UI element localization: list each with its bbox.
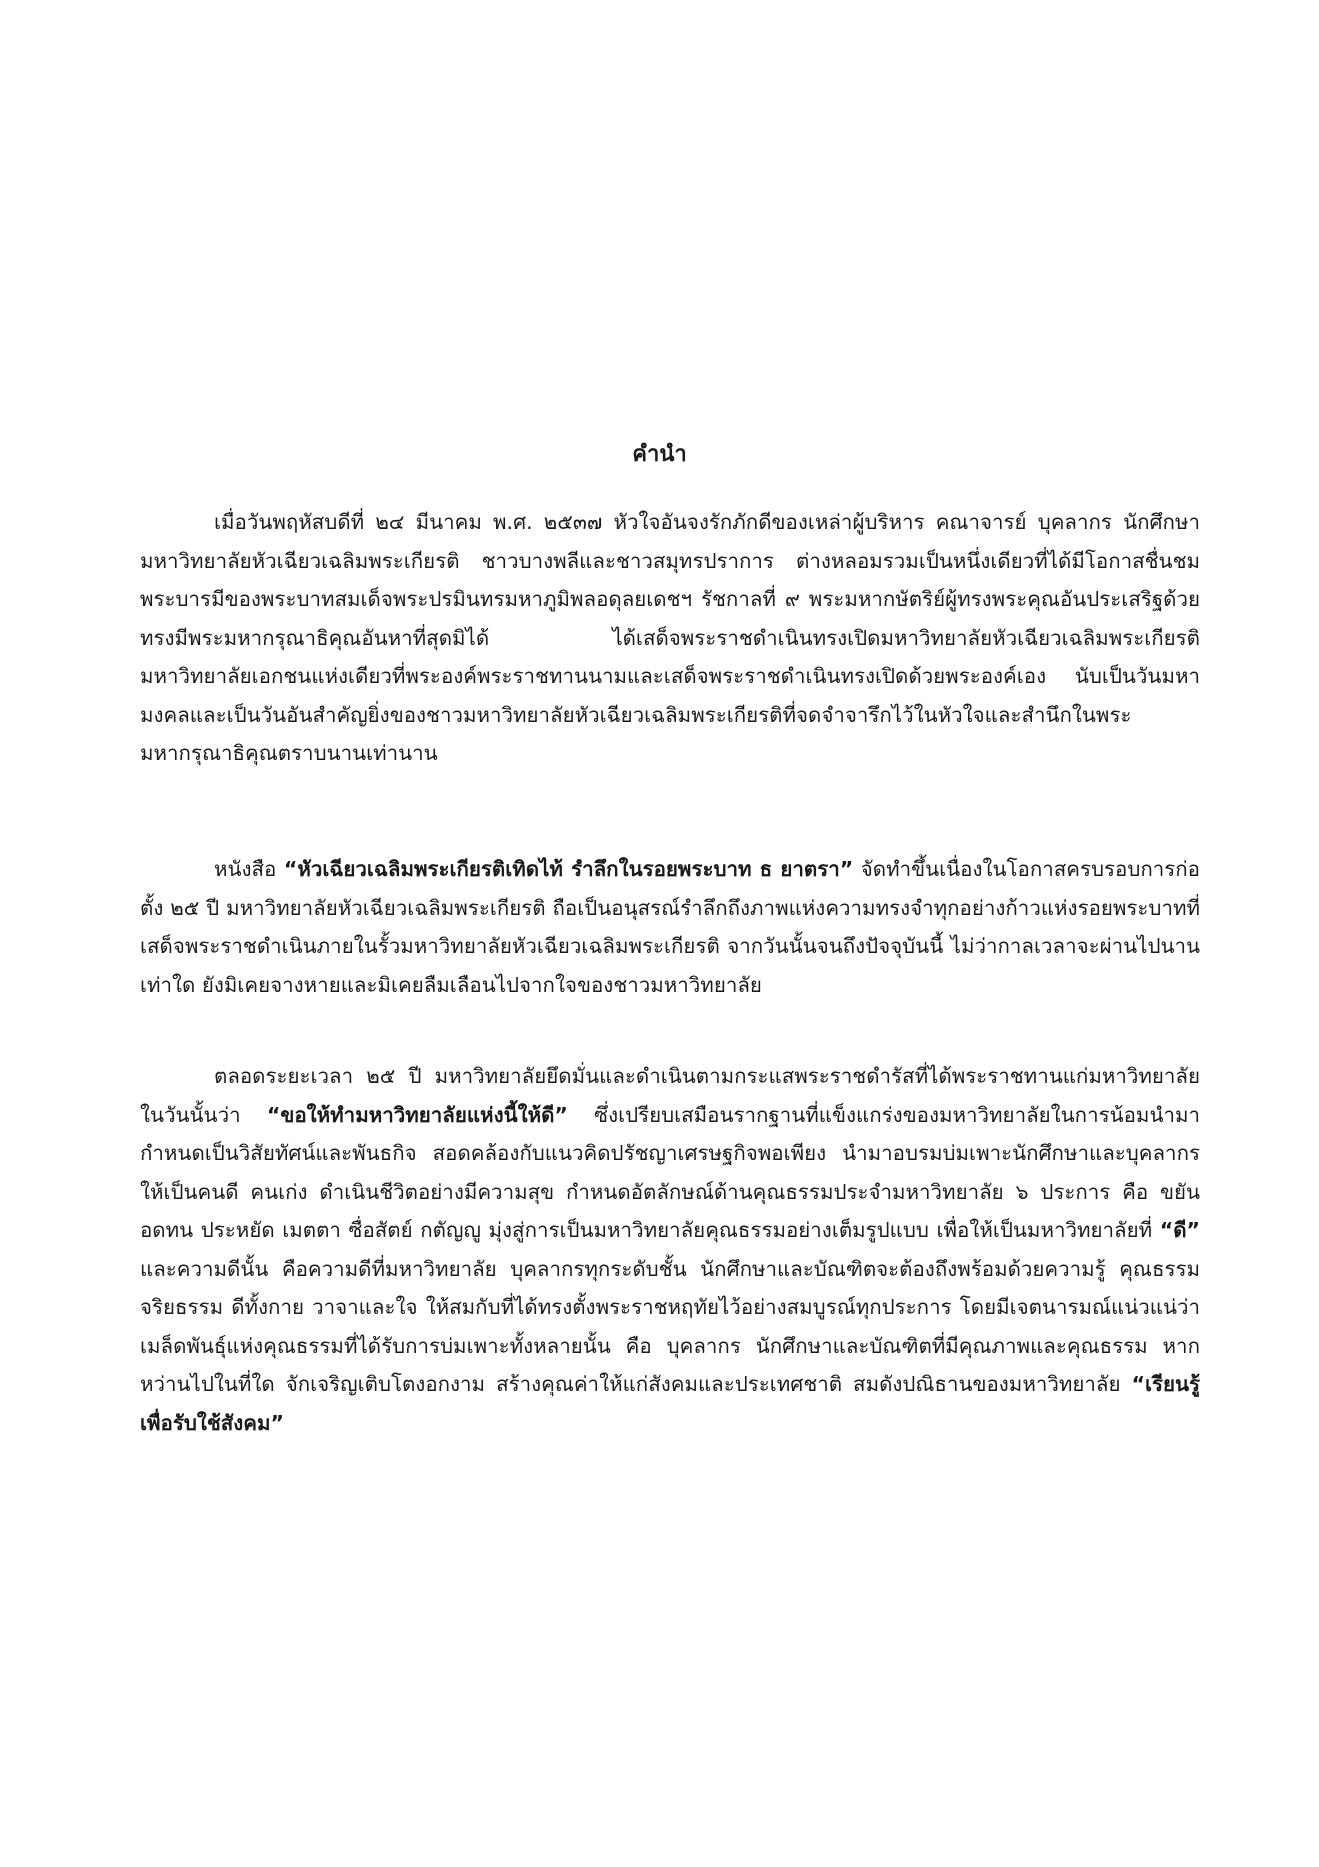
- paragraph-1: เมื่อวันพฤหัสบดีที่ ๒๔ มีนาคม พ.ศ. ๒๕๓๗ หัวใจอันจงรักภักดีของเหล่าผู้บริหาร คณาจารย์ บุคลากร นักศึกษามหาวิทยาลัยหัวเฉียวเฉลิมพระเกียรติ ชาวบางพลีและชาวสมุทรปราการ ต่างหลอมรวมเป็นหนึ่งเดียวที่ได้มีโอกาสชื่นชมพระบารมีของพระบาทสมเด็จพระปรมินทรมหาภูมิพลอดุลยเดชฯ รัชกาลที่ ๙ พระมหากษัตริย์ผู้ทรงพระคุณอันประเสริฐด้วยทรงมีพระมหากรุณาธิคุณอันหาที่สุดมิได้ ได้เสด็จพระราชดำเนินทรงเปิดมหาวิทยาลัยหัวเฉียวเฉลิมพระเกียรติ มหาวิทยาลัยเอกชนแห่งเดียวที่พระองค์พระราชทานนามและเสด็จพระราชดำเนินทรงเปิดด้วยพระองค์เอง นับเป็นวันมหามงคลและเป็นวันอันสำคัญยิ่งของชาวมหาวิทยาลัยหัวเฉียวเฉลิมพระเกียรติที่จดจำจารึกไว้ในหัวใจและสำนึกในพระมหากรุณาธิคุณตราบนานเท่านาน: [140, 510, 1200, 765]
- good-quote: “ดี”: [1159, 1218, 1200, 1242]
- paragraph-3: [140, 1057, 1200, 1442]
- document-title: คำนำ: [632, 442, 687, 467]
- paragraph-3-part-1: ตลอดระยะเวลา ๒๕ ปี มหาวิทยาลัยยึดมั่นและดำเนินตามกระแสพระราชดำรัสที่ได้พระราชทานแก่มหาวิทยาลัยในวันนั้นว่า: [140, 1064, 1200, 1127]
- paragraph-2-lead: หนังสือ: [214, 857, 284, 881]
- royal-quote: “ขอให้ทำมหาวิทยาลัยแห่งนี้ให้ดี”: [266, 1102, 568, 1127]
- paragraph-3-part-3: และความดีนั้น คือความดีที่มหาวิทยาลัย บุคลากรทุกระดับชั้น นักศึกษาและบัณฑิตจะต้องถึงพร้อมด้วยความรู้ คุณธรรมจริยธรรม ดีทั้งกาย วาจาและใจ ให้สมกับที่ได้ทรงตั้งพระราชหฤทัยไว้อย่างสมบูรณ์ทุกประการ โดยมีเจตนารมณ์แน่วแน่ว่า เมล็ดพันธุ์แห่งคุณธรรมที่ได้รับการบ่มเพาะทั้งหลายนั้น คือ บุคลากร นักศึกษาและบัณฑิตที่มีคุณภาพและคุณธรรม หากหว่านไปในที่ใด จักเจริญเติบโตงอกงาม สร้างคุณค่าให้แก่สังคมและประเทศชาติ สมดังปณิธานของมหาวิทยาลัย: [140, 1256, 1200, 1396]
- paragraph-2: [140, 850, 1200, 1004]
- paragraph-3-part-2: ซึ่งเปรียบเสมือนรากฐานที่แข็งแกร่งของมหาวิทยาลัยในการน้อมนำมากำหนดเป็นวิสัยทัศน์และพันธกิจ สอดคล้องกับแนวคิดปรัชญาเศรษฐกิจพอเพียง นำมาอบรมบ่มเพาะนักศึกษาและบุคลากรให้เป็นคนดี คนเก่ง ดำเนินชีวิตอย่างมีความสุข กำหนดอัตลักษณ์ด้านคุณธรรมประจำมหาวิทยาลัย ๖ ประการ คือ ขยัน อดทน ประหยัด เมตตา ซื่อสัตย์ กตัญญู มุ่งสู่การเป็นมหาวิทยาลัยคุณธรรมอย่างเต็มรูปแบบ เพื่อให้เป็นมหาวิทยาลัยที่: [140, 1102, 1200, 1242]
- university-motto: “เรียนรู้เพื่อรับใช้สังคม”: [140, 1372, 1200, 1435]
- book-title: “หัวเฉียวเฉลิมพระเกียรติเทิดไท้ รำลึกในรอยพระบาท ธ ยาตรา”: [283, 857, 854, 881]
- paragraph-2-body: จัดทำขึ้นเนื่องในโอกาสครบรอบการก่อตั้ง ๒๕ ปี มหาวิทยาลัยหัวเฉียวเฉลิมพระเกียรติ ถือเป็นอนุสรณ์รำลึกถึงภาพแห่งความทรงจำทุกอย่างก้าวแห่งรอยพระบาทที่เสด็จพระราชดำเนินภายในรั้วมหาวิทยาลัยหัวเฉียวเฉลิมพระเกียรติ จากวันนั้นจนถึงปัจจุบันนี้ ไม่ว่ากาลเวลาจะผ่านไปนานเท่าใด ยังมิเคยจางหายและมิเคยลืมเลือนไปจากใจของชาวมหาวิทยาลัย: [140, 857, 1200, 997]
